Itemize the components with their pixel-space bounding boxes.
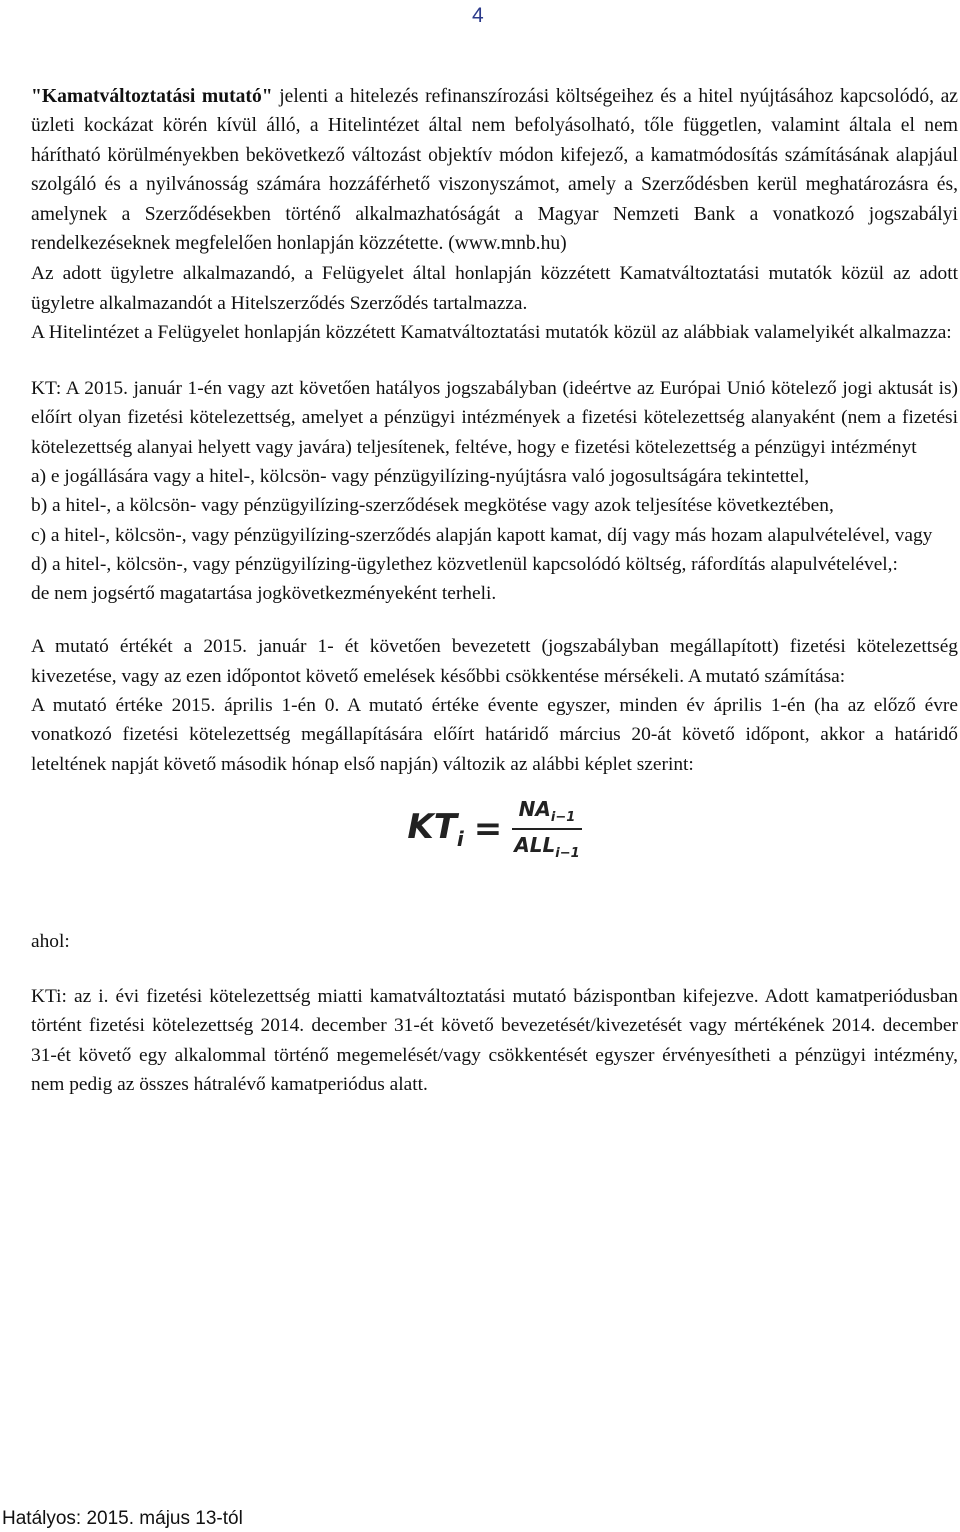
formula-numerator: $NA_{i-1}$ xyxy=(512,797,581,830)
condition-list xyxy=(31,462,958,608)
condition-item-b: b) a hitel-, a kölcsön- vagy pénzügyilízing-szerződések megkötése vagy azok teljesítése következtében, xyxy=(31,495,834,517)
condition-item-a: a) e jogállására vagy a hitel-, kölcsön- vagy pénzügyilízing-nyújtásra való jogosultságára tekintettel, xyxy=(31,466,810,488)
condition-closing: de nem jogsértő magatartása jogkövetkezményeként terheli. xyxy=(31,582,497,604)
formula-equals: = xyxy=(473,808,503,849)
effective-date-footer: Hatályos: 2015. május 13-tól xyxy=(2,1508,243,1529)
definition-paragraph xyxy=(31,82,958,258)
defined-term: "Kamatváltoztatási mutató" xyxy=(31,86,273,107)
formula-fraction xyxy=(512,797,581,861)
where-label: ahol: xyxy=(31,930,70,952)
formula-lhs: $KT_i$ xyxy=(407,806,464,851)
bank-applies-paragraph: A Hitelintézet a Felügyelet honlapján közzétett Kamatváltoztatási mutatók közül az alábbiak valamelyikét alkalmazza: xyxy=(31,322,952,344)
document-body xyxy=(31,82,958,1100)
kt-definition-paragraph: KT: A 2015. január 1-én vagy azt követően hatályos jogszabályban (ideértve az Európai Unió kötelező jogi aktusát is) előírt olyan fizetési kötelezettség, amelyet a pénzügyi intézmények a fizetési kötelezettség alanyaként (nem a fizetési kötelezettség alanyai helyett vagy javára) teljesítenek, feltéve, hogy e fizetési kötelezettség a pénzügyi intézményt xyxy=(31,377,958,458)
page-number: 4 xyxy=(472,4,484,27)
calculation-paragraph: A mutató értéke 2015. április 1-én 0. A mutató értéke évente egyszer, minden év április 1-én (ha az előző évre vonatkozó fizetési kötelezettség megállapítására előírt határidő március 20-át követő időpont, akkor a határidő leteltének napját követő második hónap első napján) változik az alábbi képlet szerint: xyxy=(31,695,958,775)
applicable-index-paragraph: Az adott ügyletre alkalmazandó, a Felügyelet által honlapján közzétett Kamatváltoztatási mutatók közül az adott ügyletre alkalmazandót a Hitelszerződés Szerződés tartalmazza. xyxy=(31,263,958,314)
kt-formula xyxy=(31,797,958,893)
condition-item-c: c) a hitel-, kölcsön-, vagy pénzügyilízing-szerződés alapján kapott kamat, díj vagy más hozam alapulvételével, vagy xyxy=(31,524,933,546)
definition-text: jelenti a hitelezés refinanszírozási költségeihez és a hitel nyújtásához kapcsolódó, az üzleti kockázat körén kívül álló, a Hitelintézet által nem befolyásolható, tőle független, valamint általa el nem hárítható körülményekben bekövetkező változást objektív módon kifejező, a kamatmódosítás számításának alapjául szolgáló és a nyilvánosság számára hozzáférhető viszonyszámot, amely a Szerződésben kerül meghatározásra és, amelynek a Szerződésekben történő alkalmazhatóságát a Magyar Nemzeti Bank a vonatkozó jogszabályi rendelkezéseknek megfelelően honlapján közzétette. (www.mnb.hu) xyxy=(31,86,958,255)
formula-denominator: $ALL_{i-1}$ xyxy=(514,832,580,861)
index-value-paragraph: A mutató értékét a 2015. január 1- ét követően bevezetett (jogszabályban megállapított) fizetési kötelezettség kivezetése, vagy az ezen időpontot követő emelések későbbi csökkentése mérsékeli. A mutató számítása: xyxy=(31,636,958,687)
condition-item-d: d) a hitel-, kölcsön-, vagy pénzügyilízing-ügylethez közvetlenül kapcsolódó költség, ráfordítás alapulvételével,: xyxy=(31,553,898,575)
kti-definition-paragraph: KTi: az i. évi fizetési kötelezettség miatti kamatváltoztatási mutató bázispontban kifejezve. Adott kamatperiódusban történt fizetési kötelezettség 2014. december 31-ét követő bevezetését/kivezetését vagy mértékének 2014. december 31-ét követő egy alkalommal történő megemelését/vagy csökkentését egyszer érvényesítheti a pénzügyi intézmény, nem pedig az összes hátralévő kamatperiódus alatt. xyxy=(31,985,958,1096)
